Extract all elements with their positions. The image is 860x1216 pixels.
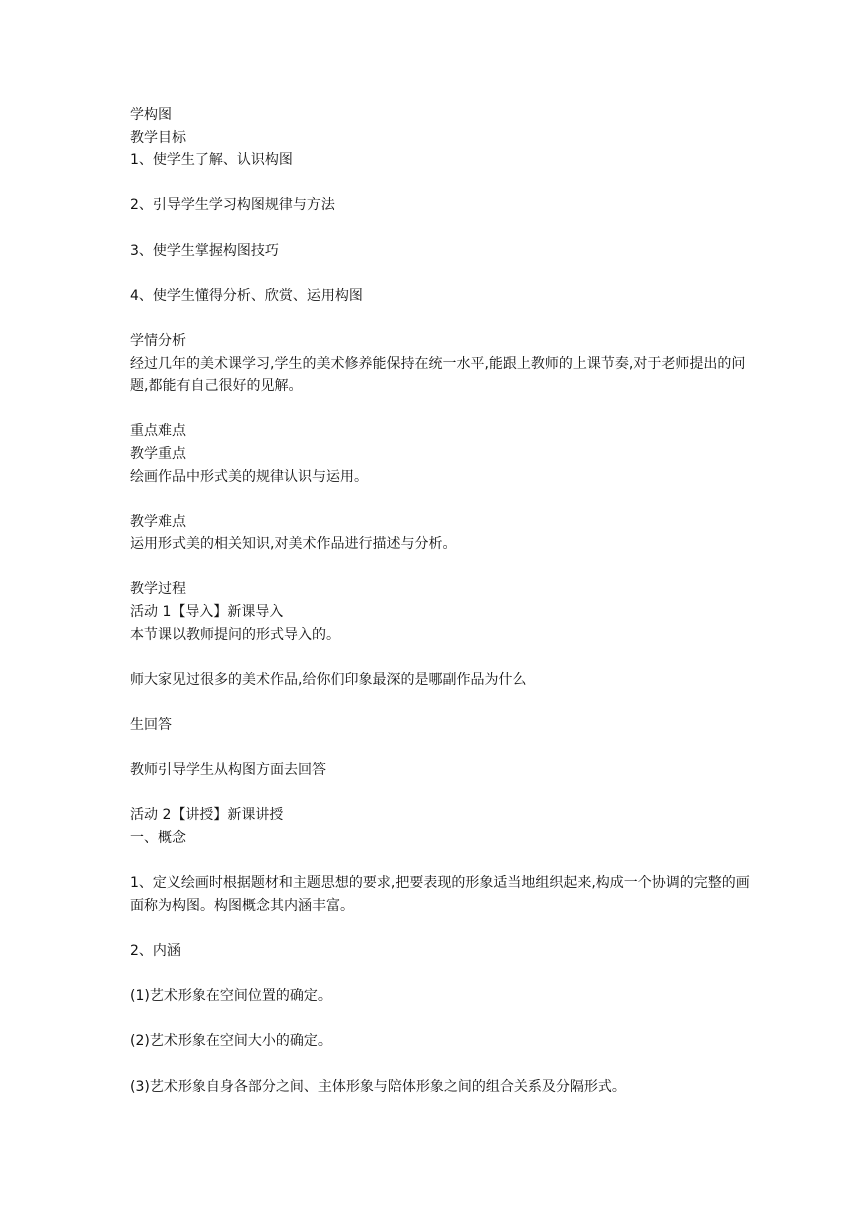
objective-item: 1、使学生了解、认识构图 [130,152,293,169]
subsection-heading: 一、概念 [130,830,186,846]
blank-line [130,917,750,940]
list-item: (1)艺术形象在空间位置的确定。 [130,988,332,1005]
list-item: (3)艺术形象自身各部分之间、主体形象与陪体形象之间的组合关系及分隔形式。 [130,1078,626,1095]
section-heading: 重点难点 [130,423,186,440]
section-heading: 教学目标 [130,129,186,146]
blank-line [130,307,750,330]
blank-line [130,172,750,195]
paragraph: 本节课以教师提问的形式导入的。 [130,626,340,643]
blank-line [130,398,750,421]
paragraph: 运用形式美的相关知识,对美术作品进行描述与分析。 [130,536,457,553]
subsection-heading: 教学难点 [130,513,186,530]
activity-heading: 活动 2【讲授】新课讲授 [130,807,284,824]
blank-line [130,963,750,986]
blank-line [130,782,750,805]
blank-line [130,646,750,669]
blank-line [130,217,750,240]
blank-line [130,262,750,285]
blank-line [130,691,750,714]
blank-line [130,488,750,511]
blank-line [130,1053,750,1076]
activity-heading: 活动 1【导入】新课导入 [130,604,284,621]
paragraph: 1、定义绘画时根据题材和主题思想的要求,把要表现的形象适当地组织起来,构成一个协调的完整的画面称为构图。构图概念其内涵丰富。 [130,875,750,914]
objective-item: 2、引导学生学习构图规律与方法 [130,197,335,214]
paragraph: 经过几年的美术课学习,学生的美术修养能保持在统一水平,能跟上教师的上课节奏,对于老师提出的问题,都能有自己很好的见解。 [130,355,746,395]
subsection-heading: 2、内涵 [130,942,181,959]
list-item: (2)艺术形象在空间大小的确定。 [130,1033,332,1050]
paragraph: 教师引导学生从构图方面去回答 [130,762,326,779]
paragraph: 绘画作品中形式美的规律认识与运用。 [130,468,368,485]
section-heading: 教学过程 [130,581,186,598]
blank-line [130,850,750,873]
objective-item: 4、使学生懂得分析、欣赏、运用构图 [130,287,363,304]
section-heading: 学情分析 [130,332,186,349]
blank-line [130,737,750,760]
blank-line [130,1008,750,1031]
paragraph: 师大家见过很多的美术作品,给你们印象最深的是哪副作品为什么 [130,671,527,688]
paragraph: 生回答 [130,717,172,734]
subsection-heading: 教学重点 [130,445,186,462]
blank-line [130,556,750,579]
document-body [130,104,750,1098]
objective-item: 3、使学生掌握构图技巧 [130,242,279,259]
doc-title: 学构图 [130,107,172,123]
